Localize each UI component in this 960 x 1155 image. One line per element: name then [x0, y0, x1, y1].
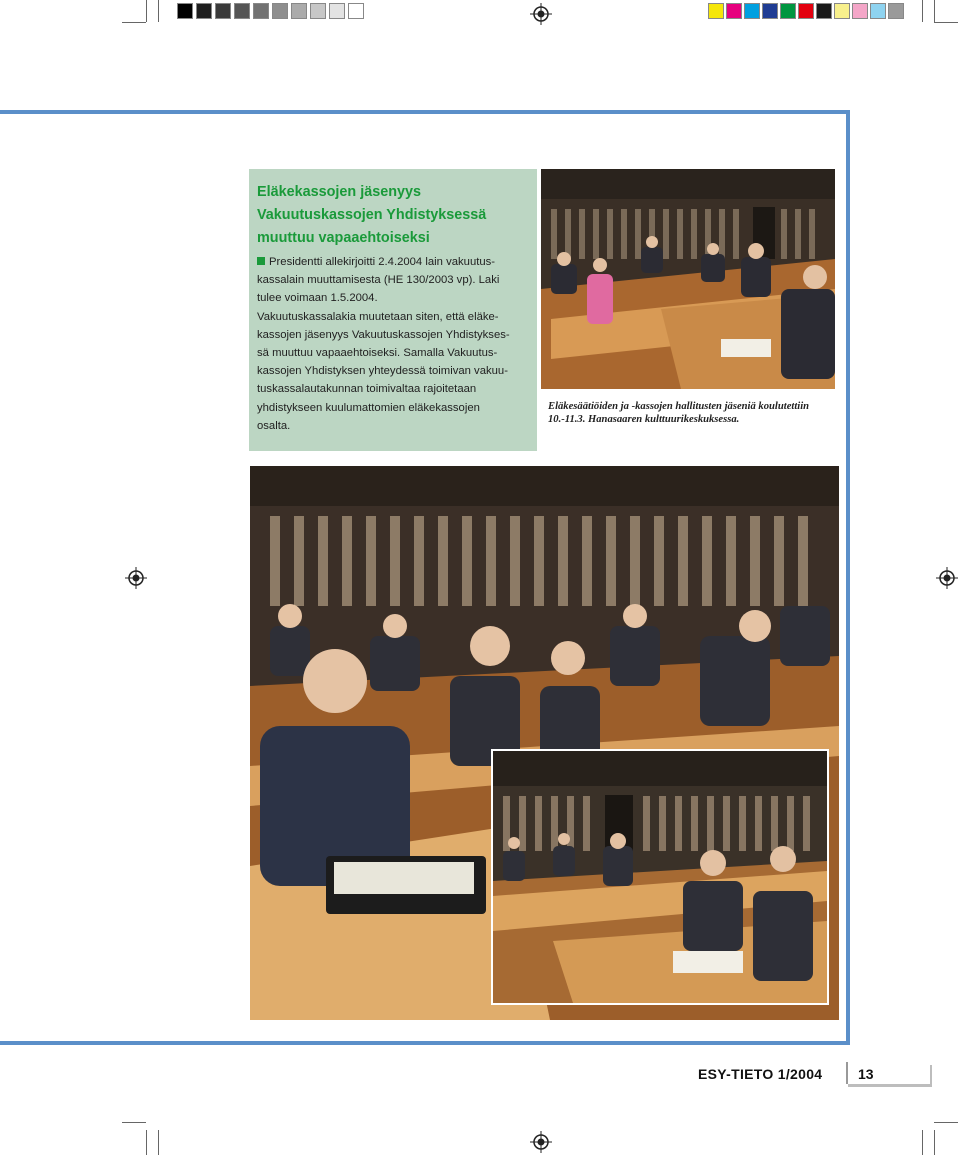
- article-box: [249, 169, 537, 451]
- color-swatch: [177, 3, 193, 19]
- seminar-rows-photo: [491, 749, 829, 1005]
- crop-mark: [934, 1130, 935, 1155]
- color-swatch: [708, 3, 724, 19]
- registration-mark-icon: [125, 567, 147, 589]
- article-line: kassojen jäsenyys Vakuutuskassojen Yhdistykses-: [257, 328, 510, 341]
- color-swatch: [329, 3, 345, 19]
- color-swatch: [798, 3, 814, 19]
- crop-mark: [922, 0, 923, 22]
- color-swatch: [762, 3, 778, 19]
- page-frame-top: [0, 110, 850, 114]
- article-title: [257, 181, 529, 250]
- page-frame-bottom: [0, 1041, 850, 1045]
- color-swatch: [348, 3, 364, 19]
- color-swatch: [253, 3, 269, 19]
- article-line: osalta.: [257, 419, 291, 432]
- page-number: 13: [858, 1066, 874, 1082]
- publication-name: ESY-TIETO 1/2004: [698, 1066, 823, 1082]
- color-swatch: [234, 3, 250, 19]
- color-swatch: [272, 3, 288, 19]
- article-line: kassalain muuttamisesta (HE 130/2003 vp). Laki: [257, 274, 500, 287]
- color-swatch: [291, 3, 307, 19]
- photo-caption-line: Eläkesäätiöiden ja -kassojen hallitusten jäseniä koulutettiin: [548, 401, 810, 412]
- color-swatch: [816, 3, 832, 19]
- crop-mark: [146, 0, 147, 22]
- crop-mark: [122, 1122, 146, 1123]
- crop-mark: [934, 22, 958, 23]
- color-swatch: [310, 3, 326, 19]
- color-swatch: [744, 3, 760, 19]
- article-line: Vakuutuskassalakia muutetaan siten, että eläke-: [257, 310, 499, 323]
- article-line: kassojen Yhdistyksen yhteydessä toimivan vakuu-: [257, 365, 508, 378]
- registration-mark-icon: [530, 1131, 552, 1153]
- crop-mark: [122, 22, 146, 23]
- crop-mark: [158, 0, 159, 22]
- seminar-audience-photo: [541, 169, 835, 389]
- crop-mark: [146, 1130, 147, 1155]
- photo-caption-line: 10.-11.3. Hanasaaren kulttuurikeskuksessa.: [548, 414, 740, 425]
- crop-mark: [934, 1122, 958, 1123]
- article-body: [257, 253, 529, 435]
- article-line: sä muuttuu vapaaehtoiseksi. Samalla Vakuutus-: [257, 347, 498, 360]
- color-swatch: [215, 3, 231, 19]
- crop-mark: [934, 0, 935, 22]
- color-swatch: [780, 3, 796, 19]
- article-line: Presidentti allekirjoitti 2.4.2004 lain vakuutus-: [269, 256, 496, 268]
- color-swatch: [834, 3, 850, 19]
- photo-caption: [548, 400, 838, 426]
- registration-mark-icon: [936, 567, 958, 589]
- crop-mark: [158, 1130, 159, 1155]
- article-line: tuskassalautakunnan toimivaltaa rajoitetaan: [257, 383, 477, 396]
- article-title-line: Eläkekassojen jäsenyys: [257, 184, 422, 200]
- article-line: tulee voimaan 1.5.2004.: [257, 292, 378, 305]
- color-swatch: [888, 3, 904, 19]
- article-line: yhdistykseen kuulumattomien eläkekassojen: [257, 401, 480, 414]
- registration-mark-icon: [530, 3, 552, 25]
- green-square-bullet-icon: [257, 257, 265, 265]
- article-title-line: Vakuutuskassojen Yhdistyksessä: [257, 207, 487, 223]
- color-swatch: [726, 3, 742, 19]
- color-swatch: [870, 3, 886, 19]
- page-frame-right: [846, 110, 850, 1045]
- article-title-line: muuttuu vapaaehtoiseksi: [257, 230, 430, 246]
- color-swatch: [196, 3, 212, 19]
- crop-mark: [922, 1130, 923, 1155]
- color-swatch: [852, 3, 868, 19]
